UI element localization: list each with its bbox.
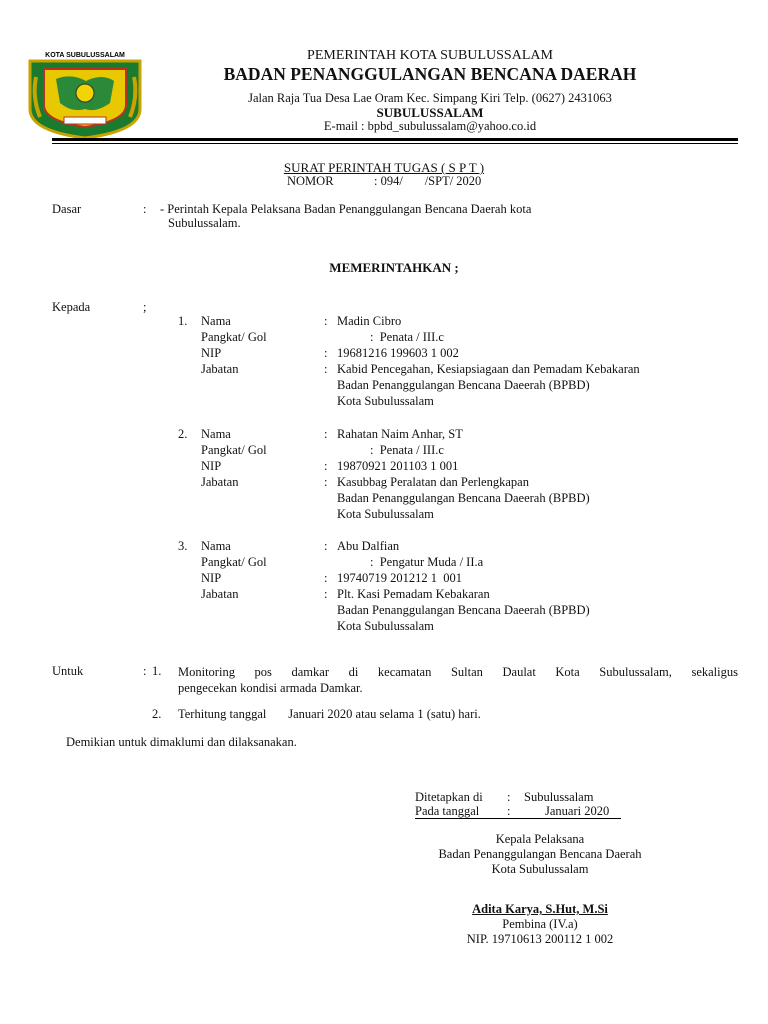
closing-statement: Demikian untuk dimaklumi dan dilaksanakan.	[66, 735, 297, 749]
dasar-colon: :	[143, 202, 147, 216]
colon: :	[324, 475, 328, 489]
pada-tanggal-row	[415, 804, 621, 819]
city-emblem-logo	[26, 47, 144, 139]
signer-nip: NIP. 19710613 200112 1 002	[466, 932, 614, 946]
nama-label: Nama	[201, 539, 231, 553]
nip-label: NIP	[201, 346, 222, 360]
ditetapkan-value: Subulussalam	[524, 790, 594, 804]
signer-position-1: Kepala Pelaksana	[495, 832, 585, 846]
person-position-line: Badan Penanggulangan Bencana Daeerah (BPBD)	[337, 491, 590, 505]
person-number: 3.	[178, 539, 188, 553]
document-title: SURAT PERINTAH TUGAS ( S P T )	[283, 160, 485, 175]
person-position-line: Badan Penanggulangan Bencana Daeerah (BPBD)	[337, 603, 590, 617]
jabatan-label: Jabatan	[201, 587, 239, 601]
colon: :	[324, 362, 328, 376]
untuk-item1-line2: pengecekan kondisi armada Damkar.	[178, 681, 363, 695]
colon: :	[507, 790, 511, 804]
header-email: E-mail : bpbd_subulussalam@yahoo.co.id	[323, 119, 537, 133]
nip-label: NIP	[201, 571, 222, 585]
pangkat-label: Pangkat/ Gol	[201, 330, 267, 344]
person-position-line: Kabid Pencegahan, Kesiapsiagaan dan Pemadam Kebakaran	[337, 362, 640, 376]
header-rule-thin	[52, 143, 738, 144]
nomor-value: : 094/ /SPT/ 2020	[374, 174, 482, 188]
person-rank: : Penata / III.c	[370, 330, 444, 344]
header-agency-name: BADAN PENANGGULANGAN BENCANA DAERAH	[223, 64, 637, 84]
pangkat-label: Pangkat/ Gol	[201, 443, 267, 457]
colon: :	[324, 346, 328, 360]
signer-rank: Pembina (IV.a)	[502, 917, 578, 931]
signer-position-2: Badan Penanggulangan Bencana Daerah	[438, 847, 642, 861]
header-city: SUBULUSSALAM	[376, 105, 484, 120]
colon: :	[324, 587, 328, 601]
person-position-line: Kota Subulussalam	[337, 394, 434, 408]
colon: :	[324, 539, 328, 553]
person-rank: : Pengatur Muda / II.a	[370, 555, 484, 569]
signer-name: Adita Karya, S.Hut, M.Si	[472, 902, 608, 916]
pada-tanggal-label: Pada tanggal	[415, 804, 480, 818]
ditetapkan-label: Ditetapkan di	[415, 790, 483, 804]
person-number: 2.	[178, 427, 188, 441]
nama-label: Nama	[201, 314, 231, 328]
header-government-name: PEMERINTAH KOTA SUBULUSSALAM	[307, 48, 553, 63]
jabatan-label: Jabatan	[201, 362, 239, 376]
nip-label: NIP	[201, 459, 222, 473]
nama-label: Nama	[201, 427, 231, 441]
person-position-line: Kota Subulussalam	[337, 619, 434, 633]
person-nip: 19740719 201212 1 001	[337, 571, 462, 585]
jabatan-label: Jabatan	[201, 475, 239, 489]
memerintahkan-heading: MEMERINTAHKAN ;	[329, 260, 459, 275]
person-number: 1.	[178, 314, 188, 328]
colon: :	[324, 427, 328, 441]
untuk-item2-text: Terhitung tanggal Januari 2020 atau selama 1 (satu) hari.	[178, 707, 481, 721]
colon: :	[324, 459, 328, 473]
dasar-line1: - Perintah Kepala Pelaksana Badan Penanggulangan Bencana Daerah kota	[160, 202, 532, 216]
person-name: Abu Dalfian	[337, 539, 400, 553]
kepada-label: Kepada	[52, 300, 91, 314]
person-nip: 19870921 201103 1 001	[337, 459, 459, 473]
colon: :	[507, 804, 511, 818]
pada-tanggal-value: Januari 2020	[545, 804, 610, 818]
colon: :	[324, 571, 328, 585]
untuk-colon: :	[143, 664, 147, 678]
header-rule-thick	[52, 138, 738, 141]
pangkat-label: Pangkat/ Gol	[201, 555, 267, 569]
dasar-label: Dasar	[52, 202, 82, 216]
person-position-line: Plt. Kasi Pemadam Kebakaran	[337, 587, 490, 601]
dasar-line2: Subulussalam.	[168, 216, 241, 230]
untuk-item-number: 2.	[152, 707, 162, 721]
header-address: Jalan Raja Tua Desa Lae Oram Kec. Simpang Kiri Telp. (0627) 2431063	[248, 91, 612, 105]
person-nip: 19681216 199603 1 002	[337, 346, 459, 360]
colon: :	[324, 314, 328, 328]
nomor-label: NOMOR	[287, 174, 334, 188]
signer-position-3: Kota Subulussalam	[491, 862, 589, 876]
person-name: Madin Cibro	[337, 314, 402, 328]
kepada-colon: ;	[143, 300, 147, 314]
person-name: Rahatan Naim Anhar, ST	[337, 427, 463, 441]
untuk-label: Untuk	[52, 664, 84, 678]
untuk-item1-text	[178, 664, 738, 696]
person-position-line: Kasubbag Peralatan dan Perlengkapan	[337, 475, 529, 489]
untuk-item1-line1: Monitoring pos damkar di kecamatan Sultan Daulat Kota Subulussalam, sekaligus	[178, 665, 738, 679]
person-position-line: Badan Penanggulangan Bencana Daeerah (BPBD)	[337, 378, 590, 392]
person-position-line: Kota Subulussalam	[337, 507, 434, 521]
untuk-item-number: 1.	[152, 664, 162, 678]
person-rank: : Penata / III.c	[370, 443, 444, 457]
logo-text: KOTA SUBULUSSALAM	[45, 52, 125, 59]
